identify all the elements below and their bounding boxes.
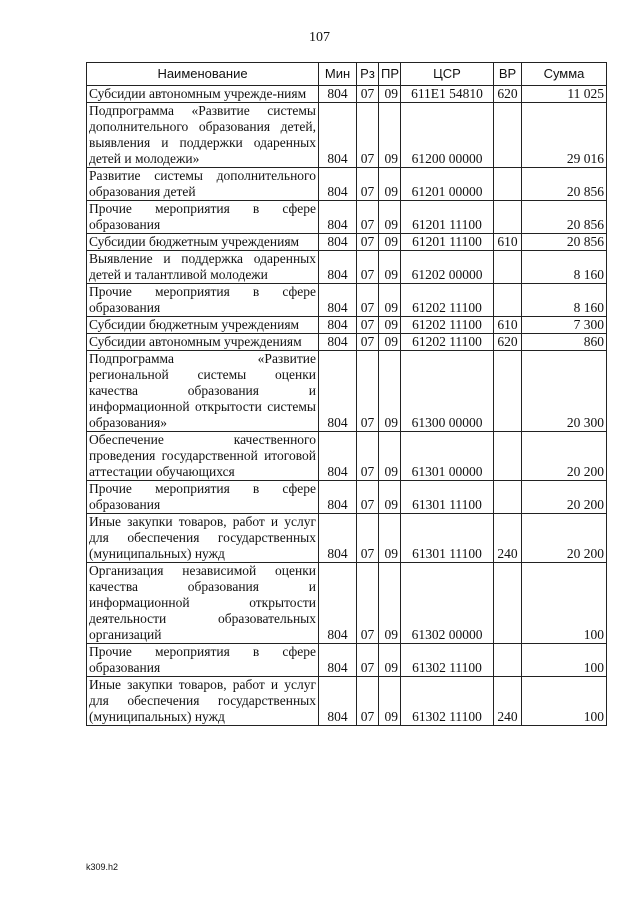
row-rz: 07 [357,351,379,432]
row-vr [494,644,522,677]
row-sum: 100 [522,677,607,726]
row-vr [494,432,522,481]
row-vr: 620 [494,86,522,103]
header-sum: Сумма [522,63,607,86]
row-name: Субсидии бюджетным учреждениям [87,317,319,334]
table-row [87,201,607,234]
row-vr [494,103,522,168]
table-row [87,86,607,103]
table-row [87,251,607,284]
header-pr: ПР [379,63,401,86]
row-pr: 09 [379,284,401,317]
row-pr: 09 [379,514,401,563]
row-name: Подпрограмма «Развитие региональной системы оценки качества образования и информационной открытости системы образования» [87,351,319,432]
table-row [87,234,607,251]
row-name: Обеспечение качественного проведения государственной итоговой аттестации обучающихся [87,432,319,481]
row-name: Развитие системы дополнительного образования детей [87,168,319,201]
row-rz: 07 [357,317,379,334]
row-name: Субсидии бюджетным учреждениям [87,234,319,251]
row-csr: 61301 11100 [401,514,494,563]
row-sum: 8 160 [522,251,607,284]
row-rz: 07 [357,334,379,351]
row-pr: 09 [379,644,401,677]
row-min: 804 [319,514,357,563]
row-csr: 61302 00000 [401,563,494,644]
row-name: Субсидии автономным учреждениям [87,334,319,351]
row-sum: 7 300 [522,317,607,334]
header-csr: ЦСР [401,63,494,86]
row-min: 804 [319,317,357,334]
row-vr [494,201,522,234]
row-sum: 20 856 [522,234,607,251]
row-rz: 07 [357,234,379,251]
row-vr [494,351,522,432]
row-min: 804 [319,168,357,201]
row-csr: 61202 11100 [401,334,494,351]
row-min: 804 [319,644,357,677]
table-row [87,317,607,334]
row-min: 804 [319,201,357,234]
row-vr [494,563,522,644]
table-row [87,168,607,201]
row-sum: 100 [522,644,607,677]
row-min: 804 [319,432,357,481]
row-sum: 20 200 [522,514,607,563]
row-csr: 61201 11100 [401,234,494,251]
row-name: Прочие мероприятия в сфере образования [87,201,319,234]
row-sum: 20 856 [522,168,607,201]
row-rz: 07 [357,677,379,726]
row-min: 804 [319,334,357,351]
table-row [87,351,607,432]
row-name: Иные закупки товаров, работ и услуг для обеспечения государственных (муниципальных) нужд [87,677,319,726]
row-vr [494,284,522,317]
row-csr: 61302 11100 [401,677,494,726]
row-rz: 07 [357,432,379,481]
row-rz: 07 [357,563,379,644]
row-csr: 61201 00000 [401,168,494,201]
row-rz: 07 [357,284,379,317]
row-pr: 09 [379,481,401,514]
row-name: Субсидии автономным учрежде-ниям [87,86,319,103]
header-rz: Рз [357,63,379,86]
row-name: Иные закупки товаров, работ и услуг для обеспечения государственных (муниципальных) нужд [87,514,319,563]
table-row [87,284,607,317]
row-csr: 61300 00000 [401,351,494,432]
row-name: Выявление и поддержка одаренных детей и талантливой молодежи [87,251,319,284]
row-pr: 09 [379,334,401,351]
page-number: 107 [309,30,330,45]
row-csr: 61202 11100 [401,317,494,334]
row-csr: 611Е1 54810 [401,86,494,103]
table-row [87,481,607,514]
row-csr: 61202 11100 [401,284,494,317]
row-rz: 07 [357,168,379,201]
table-row [87,677,607,726]
table-row [87,563,607,644]
row-pr: 09 [379,103,401,168]
row-name: Прочие мероприятия в сфере образования [87,284,319,317]
row-pr: 09 [379,234,401,251]
row-min: 804 [319,563,357,644]
row-sum: 11 025 [522,86,607,103]
row-csr: 61202 00000 [401,251,494,284]
row-min: 804 [319,351,357,432]
row-name: Подпрограмма «Развитие системы дополнительного образования детей, выявления и поддержки одаренных детей и молодежи» [87,103,319,168]
table-row [87,103,607,168]
table-row [87,644,607,677]
row-pr: 09 [379,317,401,334]
row-pr: 09 [379,86,401,103]
header-name: Наименование [87,63,319,86]
row-csr: 61302 11100 [401,644,494,677]
row-vr: 240 [494,677,522,726]
row-rz: 07 [357,481,379,514]
header-vr: ВР [494,63,522,86]
row-vr: 240 [494,514,522,563]
table-row [87,432,607,481]
row-vr: 620 [494,334,522,351]
table-row [87,334,607,351]
row-pr: 09 [379,351,401,432]
row-rz: 07 [357,103,379,168]
row-rz: 07 [357,514,379,563]
row-min: 804 [319,86,357,103]
row-pr: 09 [379,677,401,726]
row-csr: 61200 00000 [401,103,494,168]
row-min: 804 [319,234,357,251]
row-rz: 07 [357,201,379,234]
table-row [87,514,607,563]
row-min: 804 [319,251,357,284]
header-min: Мин [319,63,357,86]
row-pr: 09 [379,432,401,481]
footer-code: k309.h2 [86,862,119,872]
row-csr: 61201 11100 [401,201,494,234]
row-vr: 610 [494,317,522,334]
row-sum: 8 160 [522,284,607,317]
row-sum: 860 [522,334,607,351]
row-sum: 20 200 [522,432,607,481]
row-pr: 09 [379,563,401,644]
row-pr: 09 [379,201,401,234]
row-pr: 09 [379,251,401,284]
row-name: Организация независимой оценки качества образования и информационной открытости деятельности образовательных организаций [87,563,319,644]
budget-table [86,62,607,726]
row-sum: 20 856 [522,201,607,234]
row-min: 804 [319,284,357,317]
row-vr: 610 [494,234,522,251]
row-csr: 61301 00000 [401,432,494,481]
row-name: Прочие мероприятия в сфере образования [87,481,319,514]
row-sum: 20 300 [522,351,607,432]
row-rz: 07 [357,644,379,677]
row-min: 804 [319,481,357,514]
row-rz: 07 [357,86,379,103]
row-min: 804 [319,677,357,726]
row-name: Прочие мероприятия в сфере образования [87,644,319,677]
row-csr: 61301 11100 [401,481,494,514]
row-pr: 09 [379,168,401,201]
row-vr [494,168,522,201]
row-min: 804 [319,103,357,168]
table-header-row [87,63,607,86]
row-rz: 07 [357,251,379,284]
table-body [87,86,607,726]
row-sum: 100 [522,563,607,644]
row-vr [494,481,522,514]
row-sum: 29 016 [522,103,607,168]
row-sum: 20 200 [522,481,607,514]
row-vr [494,251,522,284]
